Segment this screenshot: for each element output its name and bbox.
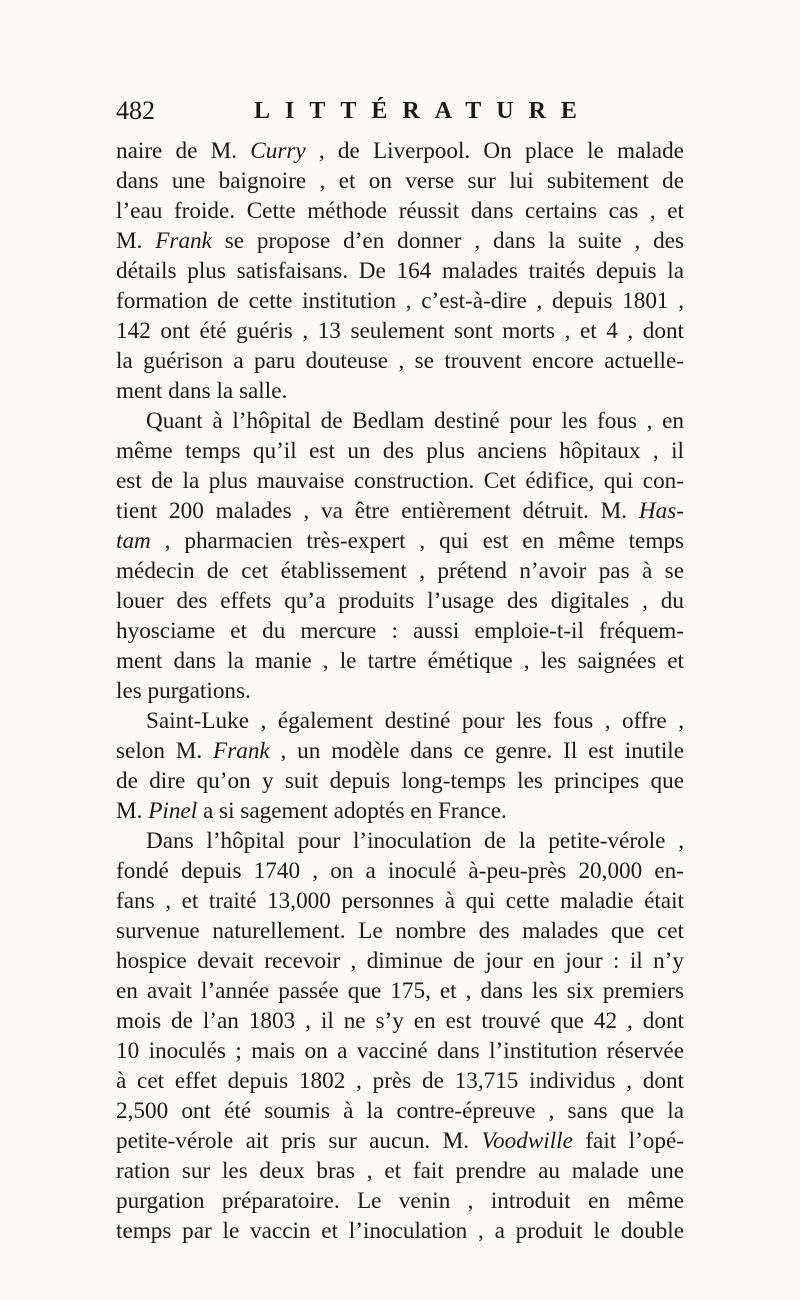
text-run: l’eau froide. Cette méthode réussit dans certains cas , et [116,198,684,224]
text-line [116,946,684,976]
text-run: temps par le vaccin et l’inoculation , a produit le double [116,1218,684,1244]
text-line [116,436,684,466]
text-run: la guérison a paru douteuse , se trouvent encore actuelle- [116,348,684,374]
text-run: Dans l’hôpital pour l’inoculation de la petite-vérole , [146,828,684,854]
text-run: dans une baignoire , et on verse sur lui subitement de [116,168,684,194]
text-run: ment dans la manie , le tartre émétique , les saignées et [116,648,684,674]
text-run: hyosciame et du mercure : aussi emploie-t-il fréquem- [116,618,684,644]
text-line [116,916,684,946]
text-run: de dire qu’on y suit depuis long-temps les principes que [116,768,684,794]
text-run: se propose d’en donner , dans la suite , des [211,228,684,254]
text-line [116,526,684,556]
text-run: ration sur les deux bras , et fait prendre au malade une [116,1158,684,1184]
text-line [116,256,684,286]
text-line [116,1156,684,1186]
text-line [116,826,684,856]
text-line [116,676,684,706]
text-line [116,376,684,406]
text-run: , pharmacien très-expert , qui est en même temps [150,528,684,554]
text-run: M. [116,228,156,254]
text-line [116,1006,684,1036]
text-line [116,706,684,736]
text-run: mois de l’an 1803 , il ne s’y en est trouvé que 42 , dont [116,1008,684,1034]
text-run: naire de M. [116,138,251,164]
text-line [116,1066,684,1096]
text-line [116,406,684,436]
text-run: M. [116,798,149,824]
text-line [116,1096,684,1126]
italic-name: Voodwille [481,1128,573,1154]
text-run: 10 inoculés ; mais on a vacciné dans l’institution réservée [116,1038,684,1064]
text-line [116,556,684,586]
text-run: même temps qu’il est un des plus anciens hôpitaux , il [116,438,684,464]
text-run: 2,500 ont été soumis à la contre-épreuve , sans que la [116,1098,684,1124]
text-line [116,286,684,316]
text-run: selon M. [116,738,214,764]
text-run: Quant à l’hôpital de Bedlam destiné pour les fous , en [146,408,684,434]
text-run: à cet effet depuis 1802 , près de 13,715 individus , dont [116,1068,684,1094]
body-text [116,136,684,1246]
text-line [116,226,684,256]
text-line [116,886,684,916]
text-run: médecin de cet établissement , prétend n’avoir pas à se [116,558,684,584]
text-line [116,1126,684,1156]
text-run: 142 ont été guéris , 13 seulement sont morts , et 4 , dont [116,318,684,344]
text-line [116,616,684,646]
text-run: , un modèle dans ce genre. Il est inutile [269,738,684,764]
text-run: louer des effets qu’a produits l’usage des digitales , du [116,588,684,614]
page-header [116,96,684,136]
text-line [116,1036,684,1066]
italic-name: Has- [638,498,684,524]
text-line [116,346,684,376]
text-run: , de Liverpool. On place le malade [305,138,684,164]
page-number: 482 [116,96,155,125]
text-run: en avait l’année passée que 175, et , dans les six premiers [116,978,684,1004]
text-line [116,136,684,166]
text-run: purgation préparatoire. Le venin , introduit en même [116,1188,684,1214]
text-line [116,736,684,766]
italic-name: Frank [213,738,270,764]
text-line [116,976,684,1006]
text-run: détails plus satisfaisans. De 164 malades traités depuis la [116,258,684,284]
text-run: les purgations. [116,678,251,704]
text-line [116,1186,684,1216]
text-run: petite-vérole ait pris sur aucun. M. [116,1128,482,1154]
text-line [116,496,684,526]
italic-name: tam [116,528,151,554]
text-run: hospice devait recevoir , diminue de jour en jour : il n’y [116,948,684,974]
italic-name: Pinel [148,798,198,824]
text-run: fans , et traité 13,000 personnes à qui cette maladie était [116,888,684,914]
text-line [116,856,684,886]
text-run: formation de cette institution , c’est-à-dire , depuis 1801 , [116,288,684,314]
text-line [116,196,684,226]
text-line [116,796,684,826]
running-title: LITTÉRATURE [254,98,592,124]
text-run: a si sagement adoptés en France. [197,798,507,824]
text-line [116,1216,684,1246]
text-line [116,586,684,616]
italic-name: Frank [155,228,212,254]
text-run: est de la plus mauvaise construction. Cet édifice, qui con- [116,468,684,494]
italic-name: Curry [250,138,306,164]
text-line [116,766,684,796]
text-run: ment dans la salle. [116,378,288,404]
text-run: fait l’opé- [572,1128,684,1154]
text-line [116,466,684,496]
text-line [116,166,684,196]
text-run: fondé depuis 1740 , on a inoculé à-peu-près 20,000 en- [116,858,684,884]
text-run: tient 200 malades , va être entièrement détruit. M. [116,498,639,524]
text-run: survenue naturellement. Le nombre des malades que cet [116,918,684,944]
text-line [116,316,684,346]
text-line [116,646,684,676]
text-run: Saint-Luke , également destiné pour les fous , offre , [146,708,684,734]
